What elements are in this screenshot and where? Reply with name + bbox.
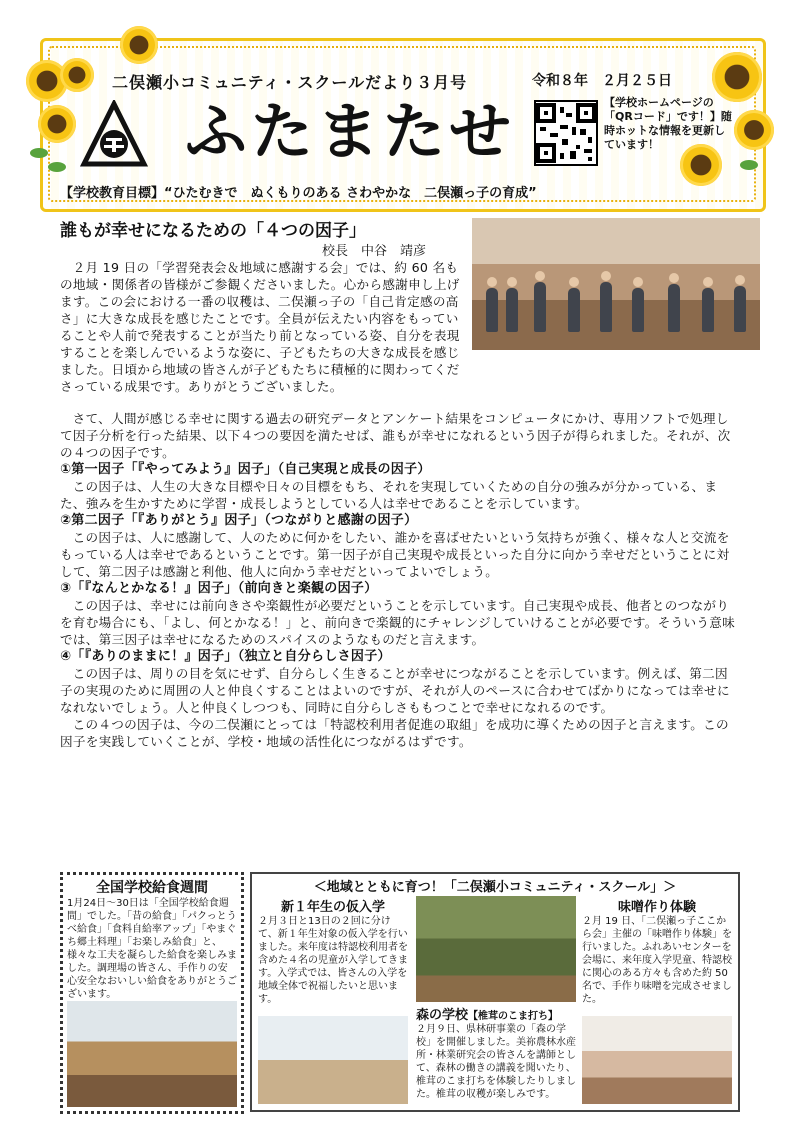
factor3-heading: ③「『なんとかなる！』因子」（前向きと楽観の因子）	[60, 581, 378, 596]
miso-title: 味噌作り体験	[617, 900, 696, 915]
entry-text: ２月３日と13日の２回に分けて、新１年生対象の仮入学を行いました。来年度は特認校利用者を含めた４名の児童が入学してきます。入学式では、皆さんの入学を地域全体で祝福したいと思います。	[258, 916, 408, 1005]
factor4-text: この因子は、周りの目を気にせず、自分らしく生きることが幸せにつながることを示しています。例えば、第二因子の実現のために周囲の人と仲良くすることはよいのですが、それが人のペースに合わせてばかりになっては幸せになれないでしょう。人と仲良くしつつも、同時に自分らしさももつことで幸せになれるのです。	[60, 666, 730, 715]
article-body	[60, 410, 740, 750]
entry-photo	[258, 1016, 408, 1104]
article-title: 誰もが幸せになるための「４つの因子」	[60, 221, 366, 241]
entry-title: 新１年生の仮入学	[280, 900, 385, 915]
factor1-text: この因子は、人生の大きな目標や日々の目標をもち、それを実現していくための自分の強みが分かっている、また、強みを生かすために学習・成長しようとしている人は幸せであることを示しています。	[60, 479, 718, 511]
forest-heading	[416, 1004, 576, 1023]
miso-text: ２月 19 日、「二俣瀬っ子ここから会」主催の「味噌作り体験」を行いました。ふれあいセンターを会場に、来年度入学児童、特認校に関心のある方々も含めた約 50 名で、手作り味噌を完成させました。	[582, 916, 732, 1005]
lunch-title: 全国学校給食週間	[96, 880, 208, 896]
sunflower-icon	[38, 105, 76, 143]
paragraph-research: さて、人間が感じる幸せに関する過去の研究データとアンケート結果をコンピュータにかけ、専用ソフトで処理して因子分析を行った結果、以下４つの要因を満たせば、誰もが幸せになれるという因子が得られました。それが、次の４つの因子です。	[60, 411, 731, 460]
leaf-icon	[48, 162, 66, 172]
miso-column	[582, 896, 732, 1006]
forest-school-photo	[416, 896, 576, 1002]
community-school-box	[250, 872, 740, 1112]
factor2-text: この因子は、人に感謝して、人のために何かをしたい、誰かを喜ばせたいという気持ちが強く、様々な人と交流をもっている人は幸せであるということです。第一因子が自己実現や成長といった自分に向かう幸せだということに対して、第二因子は感謝と利他、他人に向かう幸せだといってよいでしょう。	[60, 530, 730, 579]
forest-subtitle: 【椎茸のこま打ち】	[468, 1011, 559, 1022]
school-emblem-icon	[80, 100, 148, 170]
leaf-icon	[30, 148, 48, 158]
issue-date: 令和８年 ２月２５日	[532, 73, 672, 89]
closing-paragraph: この４つの因子は、今の二俣瀬にとっては「特認校利用者促進の取組」を成功に導くための因子と言えます。この因子を実践していくことが、学校・地域の活性化につながるはずです。	[60, 717, 729, 749]
sunflower-icon	[734, 110, 774, 150]
lunch-photo	[67, 1001, 237, 1107]
qr-code-icon[interactable]	[534, 100, 598, 166]
qr-note: 【学校ホームページの「QRコード」です！】随時ホットな情報を更新しています！	[604, 96, 732, 151]
article-intro-top	[60, 259, 464, 409]
factor3-text: この因子は、幸せには前向きさや楽観性が必要だということを示しています。自己実現や成長、他者とのつながりを育む場合にも、「よし、何とかなる！」と、前向きで楽観的にチャレンジしていけることが必要です。そういう意味では、第三因子は幸せになるためのスパイスのようなものだと言えます。	[60, 598, 736, 647]
presentation-photo	[472, 218, 760, 350]
factor2-heading: ②第二因子「『ありがとう』因子」（つながりと感謝の因子）	[60, 513, 418, 528]
factor4-heading: ④「『ありのままに！』因子」（独立と自分らしさ因子）	[60, 649, 391, 664]
sunflower-icon	[60, 58, 94, 92]
lunch-text: 1月24日～30日は「全国学校給食週間」でした。「昔の給食」「パクっとうべ給食」「食料自給率アップ」「やまぐち郷土料理」「お楽しみ給食」と、様々な工夫を凝らした給食を楽しみました。調理場の皆さん、手作りの安心安全なおいしい給食をありがとうございます。	[67, 898, 237, 1000]
school-goal: 【学校教育目標】“ひたむきで ぬくもりのある さわやかな 二俣瀬っ子の育成”	[60, 186, 537, 201]
factor1-heading: ①第一因子「『やってみよう』因子」（自己実現と成長の因子）	[60, 462, 431, 477]
sunflower-icon	[120, 26, 158, 64]
newsletter-title: 二俣瀬小コミュニティ・スクールだより３月号	[112, 73, 468, 92]
forest-column	[416, 1004, 576, 1101]
community-title: ＜地域とともに育つ！「二俣瀬小コミュニティ・スクール」＞	[313, 880, 677, 895]
masthead-title: ふたまたせ	[185, 95, 516, 168]
leaf-icon	[740, 160, 758, 170]
miso-photo	[582, 1016, 732, 1104]
school-lunch-box	[60, 872, 244, 1114]
article-intro: ２月 19 日の「学習発表会＆地域に感謝する会」では、約 60 名もの地域・関係者の皆様がご参観くださいました。心から感謝申し上げます。この会における一番の収穫は、二俣瀬っ子の「自己肯定感の高さ」に大きな成長を感じたことです。全員が伝えたい内容をもっていることや人前で発表することが当たり前となっている姿、自分を表現することを楽しんでいるような姿に、子どもたちの大きな成長を感じました。日頃から地域の皆さんが子どもたちに積極的に関わってくださっている成果です。ありがとうございました。	[60, 260, 460, 394]
article-author: 校長 中谷 靖彦	[322, 244, 427, 259]
sunflower-icon	[712, 52, 762, 102]
forest-text: ２月９日、県林研事業の「森の学校」を開催しました。美祢農林水産所・林業研究会の皆さんを講師として、森林の働きの講義を聞いたり、椎茸のこま打ちを体験したりしました。椎茸の収穫が楽しみです。	[416, 1024, 576, 1100]
forest-title: 森の学校	[416, 1008, 469, 1023]
entry-column	[258, 896, 408, 1006]
